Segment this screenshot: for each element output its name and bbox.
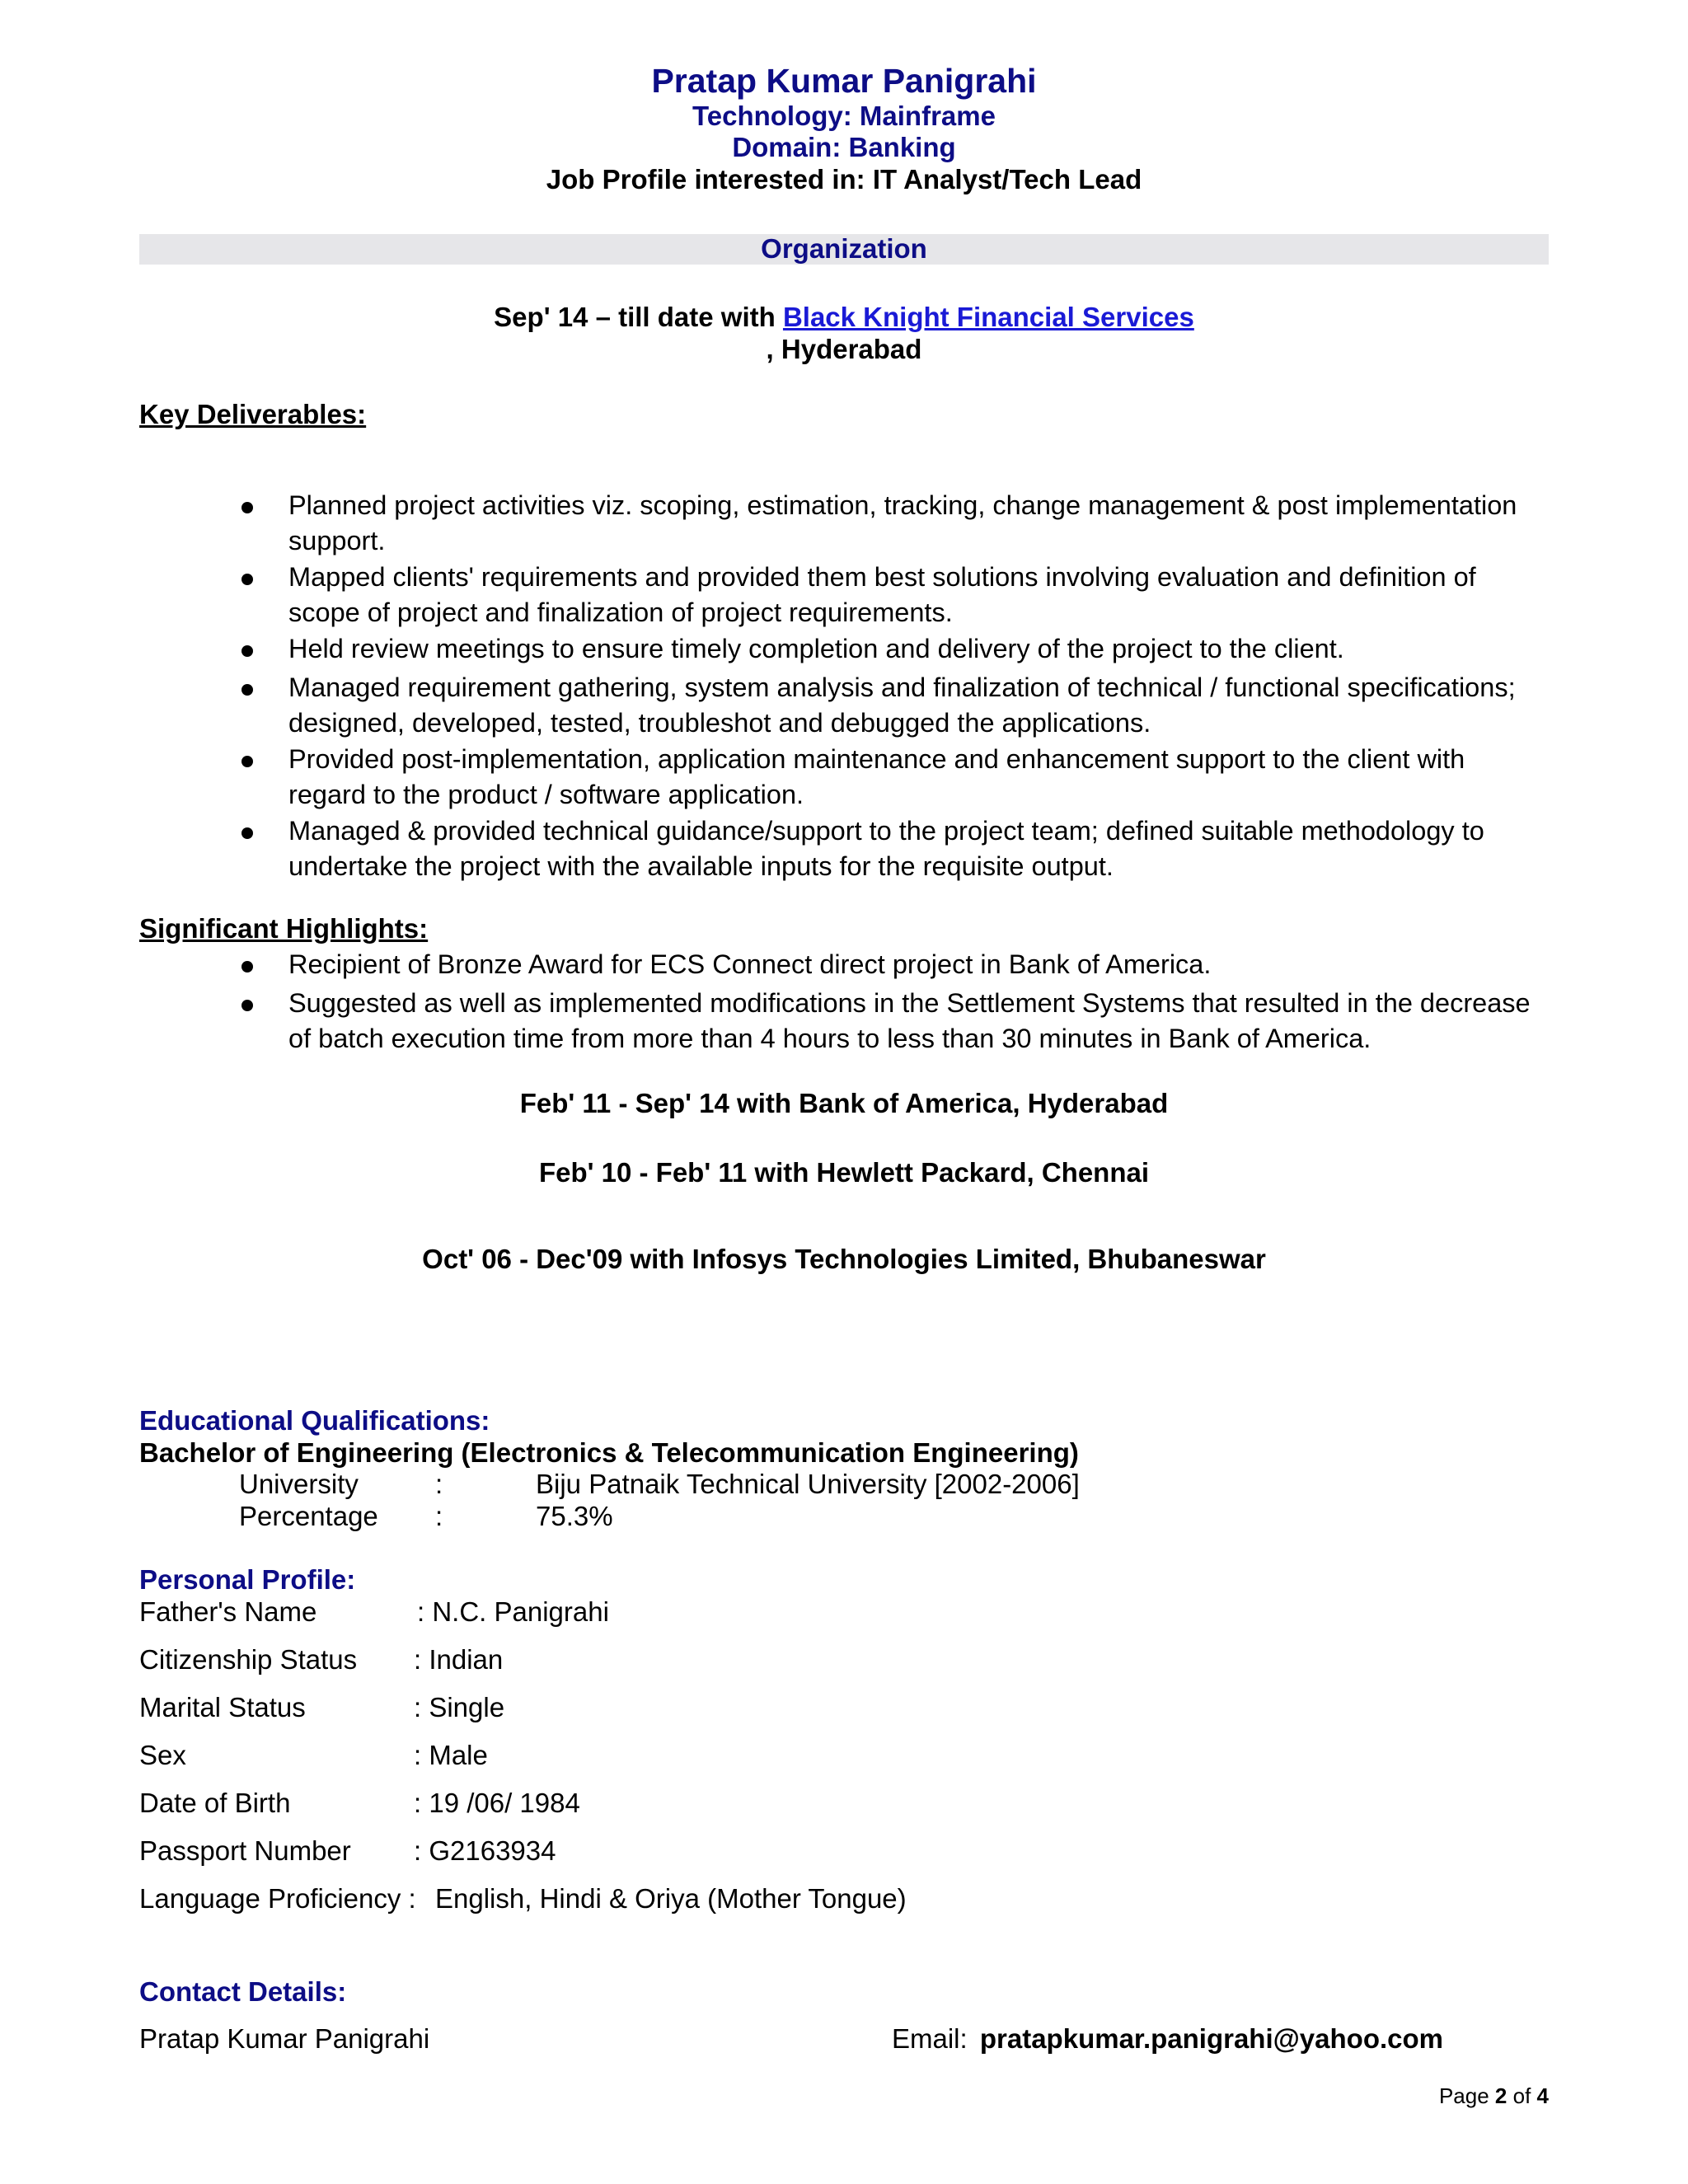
list-item: Planned project activities viz. scoping, estimation, tracking, change management & post implementation support. <box>139 488 1549 559</box>
current-employment-line <box>139 302 1549 333</box>
page-total: 4 <box>1536 2083 1549 2108</box>
significant-highlights-heading: Significant Highlights: <box>139 913 429 944</box>
degree-title: Bachelor of Engineering (Electronics & Telecommunication Engineering) <box>139 1437 1079 1468</box>
domain-line: Domain: Banking <box>732 132 956 162</box>
email-address[interactable]: pratapkumar.panigrahi@yahoo.com <box>979 2023 1444 2054</box>
bullet-icon <box>241 645 253 657</box>
education-heading: Educational Qualifications: <box>139 1405 490 1436</box>
email-label: Email: <box>892 2023 968 2054</box>
previous-employment-1: Feb' 11 - Sep' 14 with Bank of America, Hyderabad <box>519 1088 1169 1118</box>
current-employment-location: , Hyderabad <box>766 334 922 364</box>
date-of-birth-value: : 19 /06/ 1984 <box>414 1788 580 1818</box>
list-item: Held review meetings to ensure timely completion and delivery of the project to the client. <box>139 631 1549 667</box>
key-deliverables-list <box>139 488 1549 884</box>
organization-title: Organization <box>761 233 927 264</box>
previous-employment-2: Feb' 10 - Feb' 11 with Hewlett Packard, Chennai <box>538 1157 1150 1188</box>
passport-number-value: : G2163934 <box>414 1835 556 1866</box>
of-word: of <box>1512 2083 1531 2108</box>
company-link[interactable]: Black Knight Financial Services <box>782 302 1194 332</box>
university-separator: : <box>435 1469 443 1499</box>
citizenship-value: : Indian <box>414 1644 504 1675</box>
marital-status-value: : Single <box>414 1692 505 1722</box>
bullet-icon <box>241 502 253 513</box>
fathers-name-value: : N.C. Panigrahi <box>417 1596 609 1627</box>
percentage-separator: : <box>435 1501 443 1531</box>
list-item: Managed & provided technical guidance/support to the project team; defined suitable methodology to undertake the project with the available inputs for the requisite output. <box>139 813 1549 884</box>
list-item: Mapped clients' requirements and provided them best solutions involving evaluation and definition of scope of project and finalization of project requirements. <box>139 560 1549 630</box>
personal-profile-heading: Personal Profile: <box>139 1564 356 1595</box>
contact-details-heading: Contact Details: <box>139 1976 347 2007</box>
bullet-icon <box>241 1000 253 1011</box>
page-number <box>1236 2083 1549 2109</box>
language-proficiency-value: English, Hindi & Oriya (Mother Tongue) <box>435 1883 907 1914</box>
sex-label: Sex <box>139 1740 186 1770</box>
university-label: University <box>239 1469 359 1499</box>
job-profile-line: Job Profile interested in: IT Analyst/Tech Lead <box>546 164 1142 194</box>
contact-email-line <box>892 2023 1443 2055</box>
list-item: Recipient of Bronze Award for ECS Connect direct project in Bank of America. <box>139 947 1549 982</box>
percentage-value: 75.3% <box>536 1501 613 1531</box>
technology-line: Technology: Mainframe <box>692 101 996 131</box>
current-employment-prefix: Sep' 14 – till date with <box>494 302 783 332</box>
page-word: Page <box>1438 2083 1489 2108</box>
list-item: Suggested as well as implemented modifications in the Settlement Systems that resulted in the decrease of batch execution time from more than 4 hours to less than 30 minutes in Bank of America. <box>139 986 1549 1057</box>
passport-number-label: Passport Number <box>139 1835 351 1866</box>
fathers-name-label: Father's Name <box>139 1596 317 1627</box>
percentage-label: Percentage <box>239 1501 378 1531</box>
sex-value: : Male <box>414 1740 488 1770</box>
previous-employment-3: Oct' 06 - Dec'09 with Infosys Technologies Limited, Bhubaneswar <box>422 1244 1266 1274</box>
citizenship-label: Citizenship Status <box>139 1644 358 1675</box>
date-of-birth-label: Date of Birth <box>139 1788 291 1818</box>
bullet-icon <box>241 574 253 585</box>
marital-status-label: Marital Status <box>139 1692 306 1722</box>
language-proficiency-label: Language Proficiency : <box>139 1883 416 1914</box>
list-item: Managed requirement gathering, system analysis and finalization of technical / functional specifications; designed, developed, tested, troubleshot and debugged the applications. <box>139 670 1549 741</box>
bullet-icon <box>241 756 253 767</box>
highlights-list <box>139 947 1549 1057</box>
list-item: Provided post-implementation, application maintenance and enhancement support to the client with regard to the product / software application. <box>139 742 1549 813</box>
contact-name: Pratap Kumar Panigrahi <box>139 2023 430 2054</box>
bullet-icon <box>241 827 253 839</box>
bullet-icon <box>241 961 253 972</box>
page-current: 2 <box>1494 2083 1507 2108</box>
key-deliverables-heading: Key Deliverables: <box>139 399 367 429</box>
bullet-icon <box>241 684 253 696</box>
resume-name: Pratap Kumar Panigrahi <box>651 62 1037 100</box>
university-value: Biju Patnaik Technical University [2002-2006] <box>536 1469 1080 1499</box>
